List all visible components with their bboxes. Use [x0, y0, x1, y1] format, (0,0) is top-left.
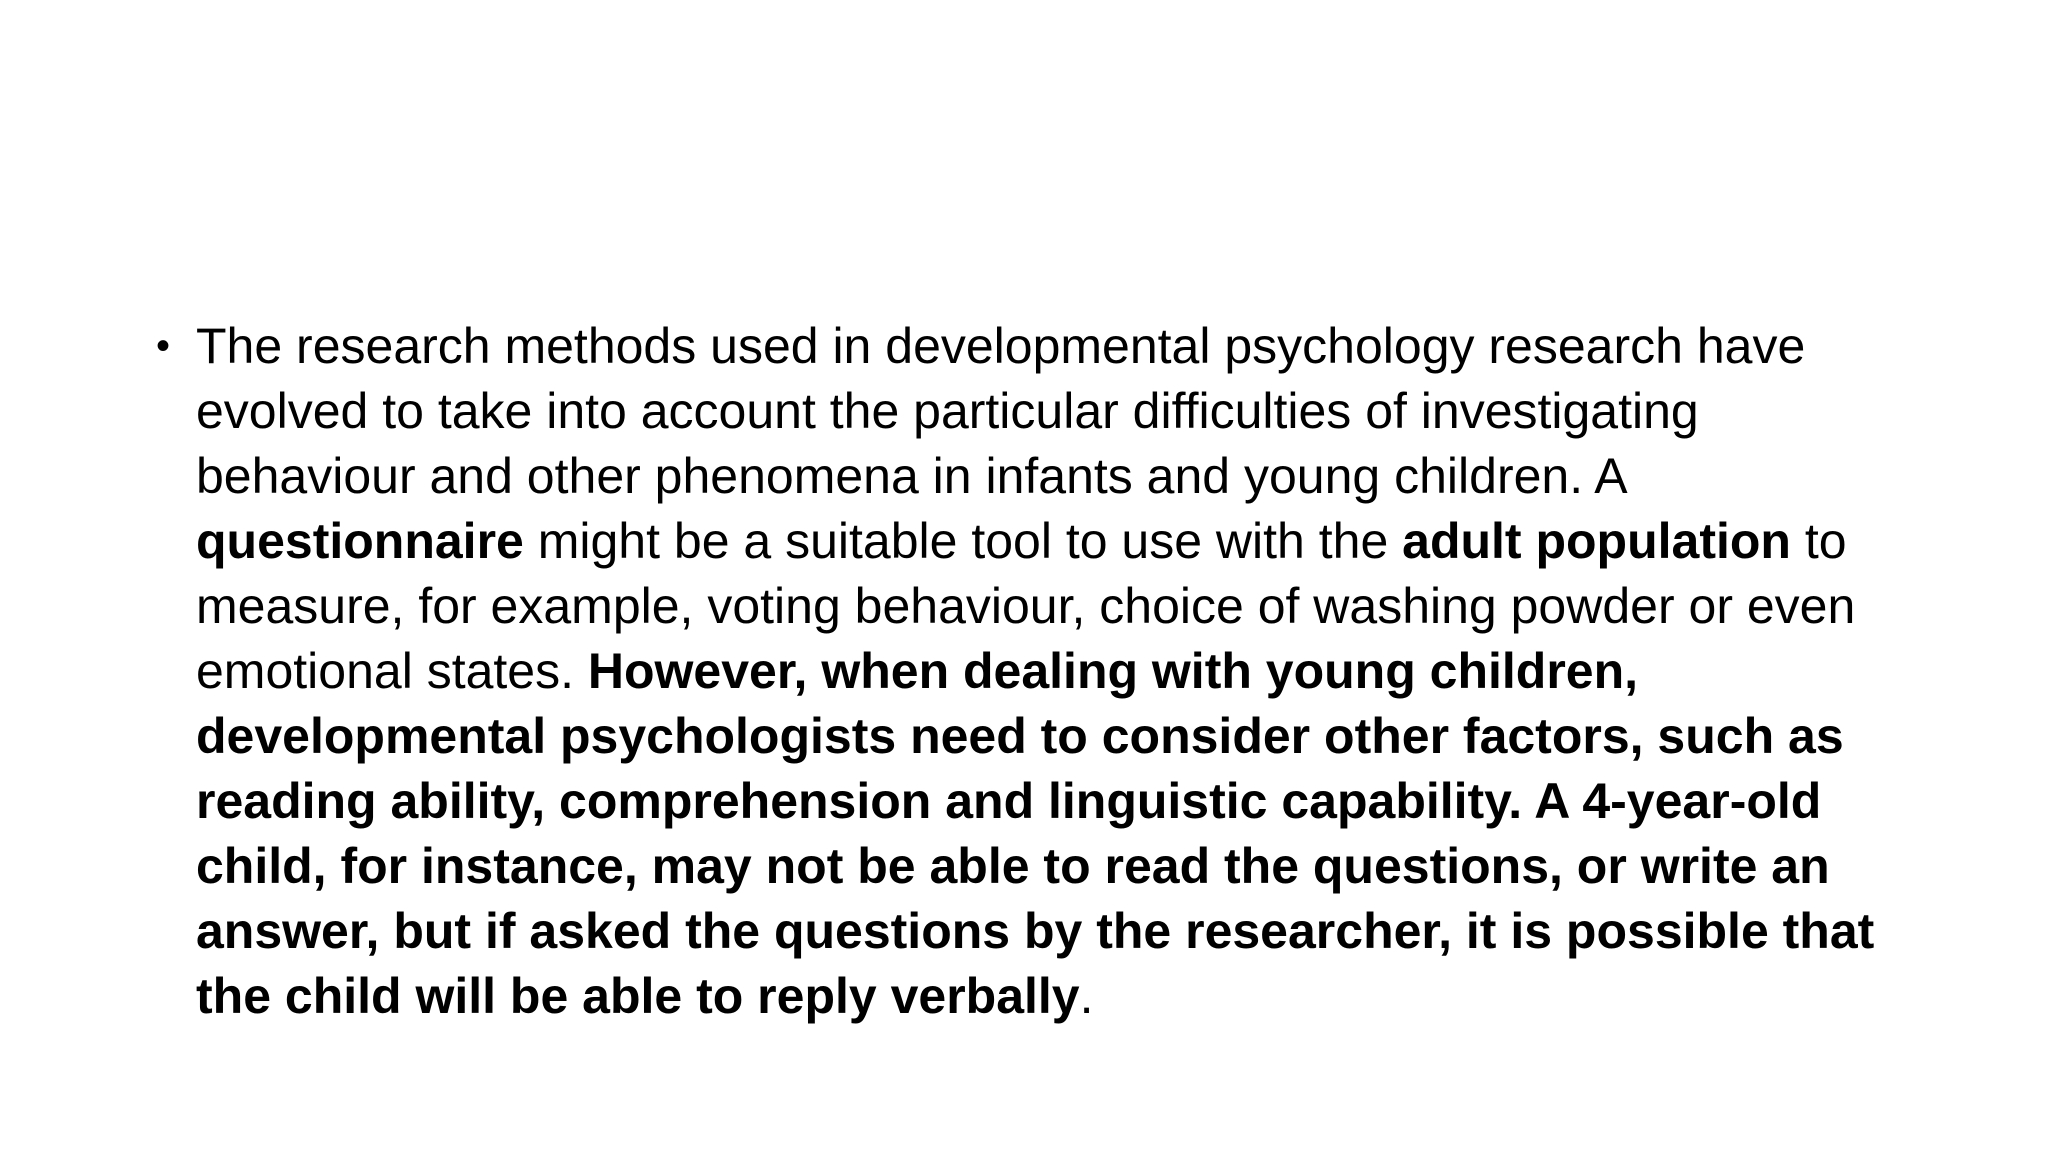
- text-segment: might be a suitable tool to use with the: [523, 513, 1403, 569]
- bullet-marker: •: [156, 324, 171, 368]
- bullet-item: [152, 314, 1912, 1029]
- bullet-text: [196, 318, 1874, 1024]
- emphasis-questionnaire: questionnaire: [196, 513, 524, 569]
- bullet-list: [152, 314, 1912, 1029]
- emphasis-conclusion: However, when dealing with young children, developmental psychologists need to consider other factors, such as reading ability, comprehension and linguistic capability. A 4-year-old child, for instance, may not be able to read the questions, or write an answer, but if asked the questions by the researcher, it is possible that the child will be able to reply verbally: [196, 643, 1875, 1024]
- emphasis-adult-population: adult population: [1402, 513, 1791, 569]
- text-segment: The research methods used in developmental psychology research have evolved to take into account the particular difficulties of investigating behaviour and other phenomena in infants and young children. A: [196, 318, 1806, 504]
- text-segment: .: [1079, 968, 1094, 1024]
- text-segment: to measure, for example, voting behaviour, choice of washing powder or even emotional states.: [196, 513, 1856, 699]
